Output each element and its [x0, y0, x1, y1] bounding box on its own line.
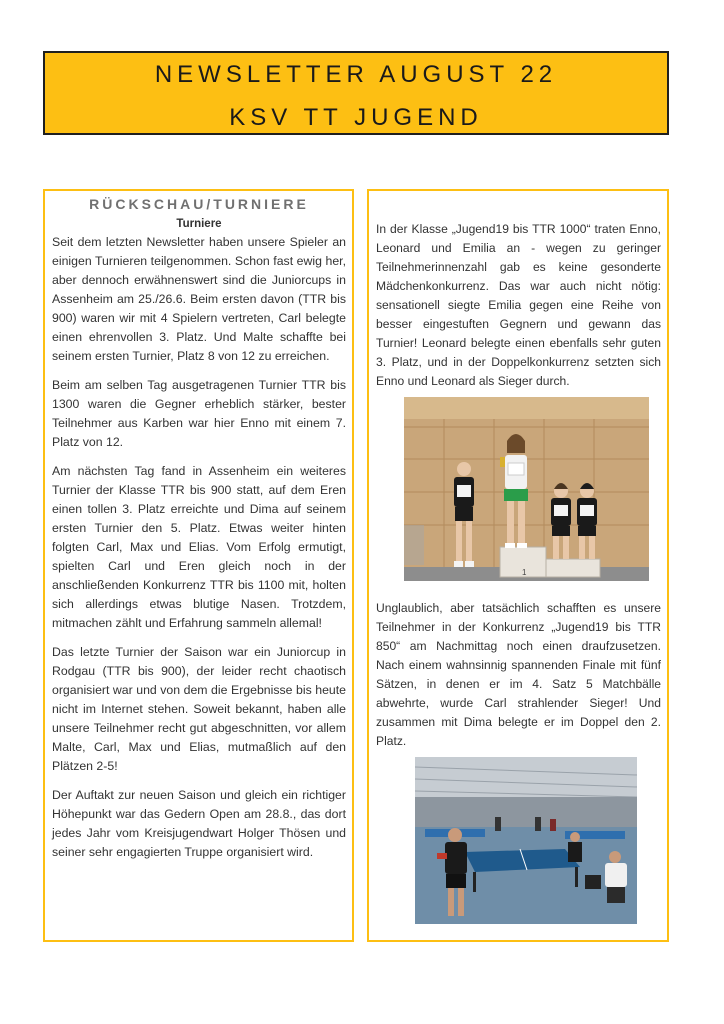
paragraph: Am nächsten Tag fand in Assenheim ein weiteres Turnier der Klasse TTR bis 900 statt, auf dem Eren einen tollen 3. Platz erreichte und Dima auf seinem ersten Turnier den 5. Platz. Etwas weiter hinten folgten Carl, Max und Elias. Vom Erfolg ermutigt, spielten Carl und Eren gleich noch in der anschließenden Konkurrenz TTR bis 1100 mit, holten sich allerdings etwas blutige Nasen. Trotzdem, mitmachen zählt und Erfahrung sammeln allemal! [52, 464, 346, 630]
section-subtitle: Turniere [176, 218, 222, 230]
podium-number: 1 [522, 568, 527, 577]
section-title: RÜCKSCHAU/TURNIERE [89, 196, 309, 212]
left-column [43, 189, 354, 942]
match-photo [415, 757, 637, 924]
paragraph: Beim am selben Tag ausgetragenen Turnier TTR bis 1300 waren die Gegner erheblich stärker, bester Teilnehmer aus Karben war hier Enno mit einem 7. Platz von 12. [52, 378, 346, 449]
right-column [367, 189, 669, 942]
paragraph: Seit dem letzten Newsletter haben unsere Spieler an einigen Turnieren teilgenommen. Schon fast ewig her, aber dennoch erwähnenswert sind die Juniorcups in Assenheim am 25./26.6. Beim ersten davon (TTR bis 900) waren wir mit 4 Spielern vertreten, Carl belegte einen ehrenvollen 3. Platz. Und Malte schaffte bei seinem ersten Turnier, Platz 8 von 12 zu erreichen. [52, 235, 346, 363]
newsletter-subtitle: KSV TT JUGEND [229, 104, 483, 131]
paragraph: Unglaublich, aber tatsächlich schafften es unsere Teilnehmer in der Konkurrenz „Jugend19 bis TTR 850“ am Nachmittag noch einen draufzusetzen. Nach einem wahnsinnig spannenden Finale mit fünf Sätzen, in denen er im 4. Satz 5 Matchbälle abwehrte, wurde Carl strahlender Sieger! Und zusammen mit Dima belegte er im Doppel den 2. Platz. [376, 601, 661, 748]
paragraph: In der Klasse „Jugend19 bis TTR 1000“ traten Enno, Leonard und Emilia an - wegen zu geringer Teilnehmerinnenzahl gab es keine gesonderte Mädchenkonkurrenz. Das war auch nicht nötig: sensationell siegte Emilia gegen eine Reihe von besser eingestuften Gegnern und gewann das Turnier! Leonard belegte einen ebenfalls sehr guten 3. Platz, und in der Doppelkonkurrenz setzten sich Enno und Leonard als Sieger durch. [376, 222, 661, 388]
podium-photo [404, 397, 649, 581]
newsletter-title: NEWSLETTER AUGUST 22 [154, 61, 558, 88]
paragraph: Das letzte Turnier der Saison war ein Juniorcup in Rodgau (TTR bis 900), der leider recht chaotisch organisiert war und von dem die Ergebnisse bis heute nicht im Internet stehen. Soweit bekannt, haben alle unsere Teilnehmer recht gut abgeschnitten, vor allem Malte, Carl, Max und Elias, mutmaßlich auf den Plätzen 2-5! [52, 645, 346, 773]
newsletter-header [43, 51, 669, 135]
paragraph: Der Auftakt zur neuen Saison und gleich ein richtiger Höhepunkt war das Gedern Open am 28.8., das dort jedes Jahr vom Kreisjugendwart Holger Thösen und seiner sehr engagierten Truppe organisiert wird. [52, 788, 346, 859]
